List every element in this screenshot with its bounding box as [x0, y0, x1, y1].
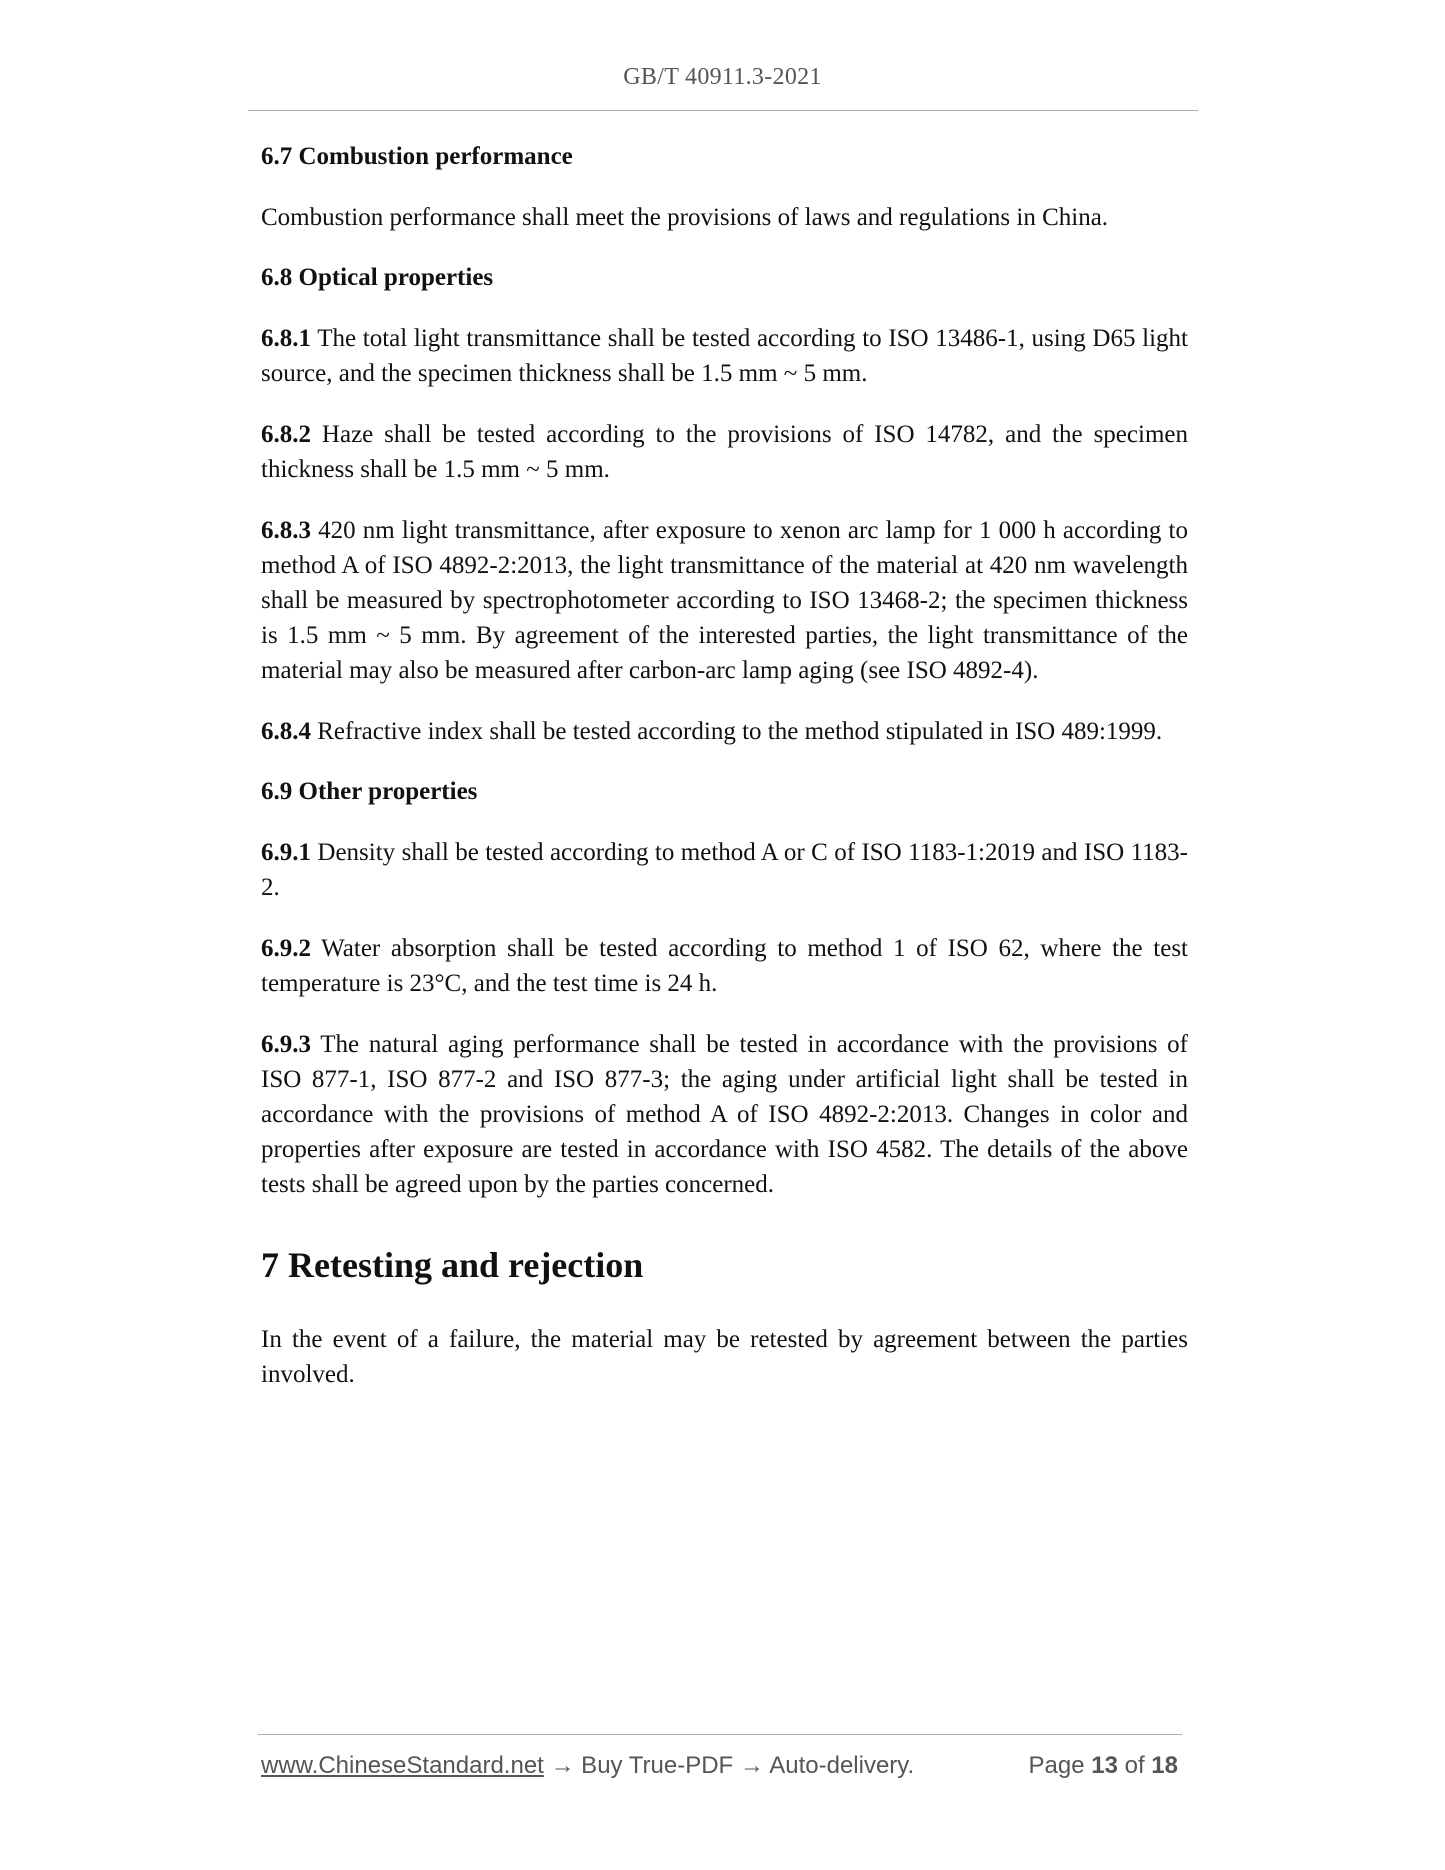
paragraph-7: In the event of a failure, the material may be retested by agreement between the parties involved. [261, 1326, 1188, 1388]
clause-text-6-9-3: The natural aging performance shall be tested in accordance with the provisions of ISO 877-1, ISO 877-2 and ISO 877-3; the aging under artificial light shall be tested in accordance with the provisions of method A of ISO 4892-2:2013. Changes in color and properties after exposure are tested in accordance with ISO 4582. The details of the above tests shall be agreed upon by the parties concerned. [261, 1031, 1188, 1198]
website-link[interactable]: www.ChineseStandard.net [261, 1752, 544, 1779]
page-indicator [1029, 1750, 1178, 1782]
page-total: 18 [1151, 1752, 1178, 1779]
heading-6-9: 6.9 Other properties [261, 778, 478, 805]
header-standard-code: GB/T 40911.3-2021 [623, 64, 822, 90]
heading-6-7: 6.7 Combustion performance [261, 143, 573, 170]
clause-number-6-8-4: 6.8.4 [261, 718, 311, 745]
paragraph-6-8-4 [261, 714, 1188, 749]
clause-number-6-8-3: 6.8.3 [261, 517, 311, 544]
paragraph-6-8-2 [261, 417, 1188, 487]
paragraph-6-8-1 [261, 321, 1188, 391]
clause-number-6-8-2: 6.8.2 [261, 421, 311, 448]
page-label: Page [1028, 1752, 1092, 1779]
clause-number-6-9-3: 6.9.3 [261, 1031, 311, 1058]
clause-number-6-8-1: 6.8.1 [261, 325, 311, 352]
clause-text-6-8-4: Refractive index shall be tested according to the method stipulated in ISO 489:1999. [311, 718, 1163, 745]
paragraph-6-9-1 [261, 835, 1188, 905]
clause-number-6-9-2: 6.9.2 [261, 935, 311, 962]
heading-6-8: 6.8 Optical properties [261, 264, 494, 291]
page-of-label: of [1117, 1752, 1152, 1779]
page-current: 13 [1091, 1752, 1118, 1779]
paragraph-6-7: Combustion performance shall meet the provisions of laws and regulations in China. [261, 204, 1109, 231]
paragraph-6-9-3 [261, 1027, 1188, 1202]
clause-text-6-8-1: The total light transmittance shall be tested according to ISO 13486-1, using D65 light source, and the specimen thickness shall be 1.5 mm ~ 5 mm. [261, 325, 1188, 387]
clause-text-6-8-3: 420 nm light transmittance, after exposure to xenon arc lamp for 1 000 h according to method A of ISO 4892-2:2013, the light transmittance of the material at 420 nm wavelength shall be measured by spectrophotometer according to ISO 13468-2; the specimen thickness is 1.5 mm ~ 5 mm. By agreement of the interested parties, the light transmittance of the material may also be measured after carbon-arc lamp aging (see ISO 4892-4). [261, 517, 1188, 684]
footer-tagline: → Buy True-PDF → Auto-delivery. [543, 1752, 915, 1779]
clause-text-6-9-2: Water absorption shall be tested according to method 1 of ISO 62, where the test temperature is 23°C, and the test time is 24 h. [261, 935, 1188, 997]
clause-text-6-8-2: Haze shall be tested according to the provisions of ISO 14782, and the specimen thickness shall be 1.5 mm ~ 5 mm. [261, 421, 1188, 483]
heading-7: 7 Retesting and rejection [261, 1245, 644, 1285]
paragraph-6-9-2 [261, 931, 1188, 1001]
header-divider [248, 110, 1198, 111]
footer-promo [261, 1750, 914, 1782]
clause-number-6-9-1: 6.9.1 [261, 839, 311, 866]
footer-divider [258, 1734, 1182, 1735]
document-body [261, 140, 1188, 1418]
paragraph-6-8-3 [261, 513, 1188, 688]
clause-text-6-9-1: Density shall be tested according to method A or C of ISO 1183-1:2019 and ISO 1183-2. [261, 839, 1188, 901]
